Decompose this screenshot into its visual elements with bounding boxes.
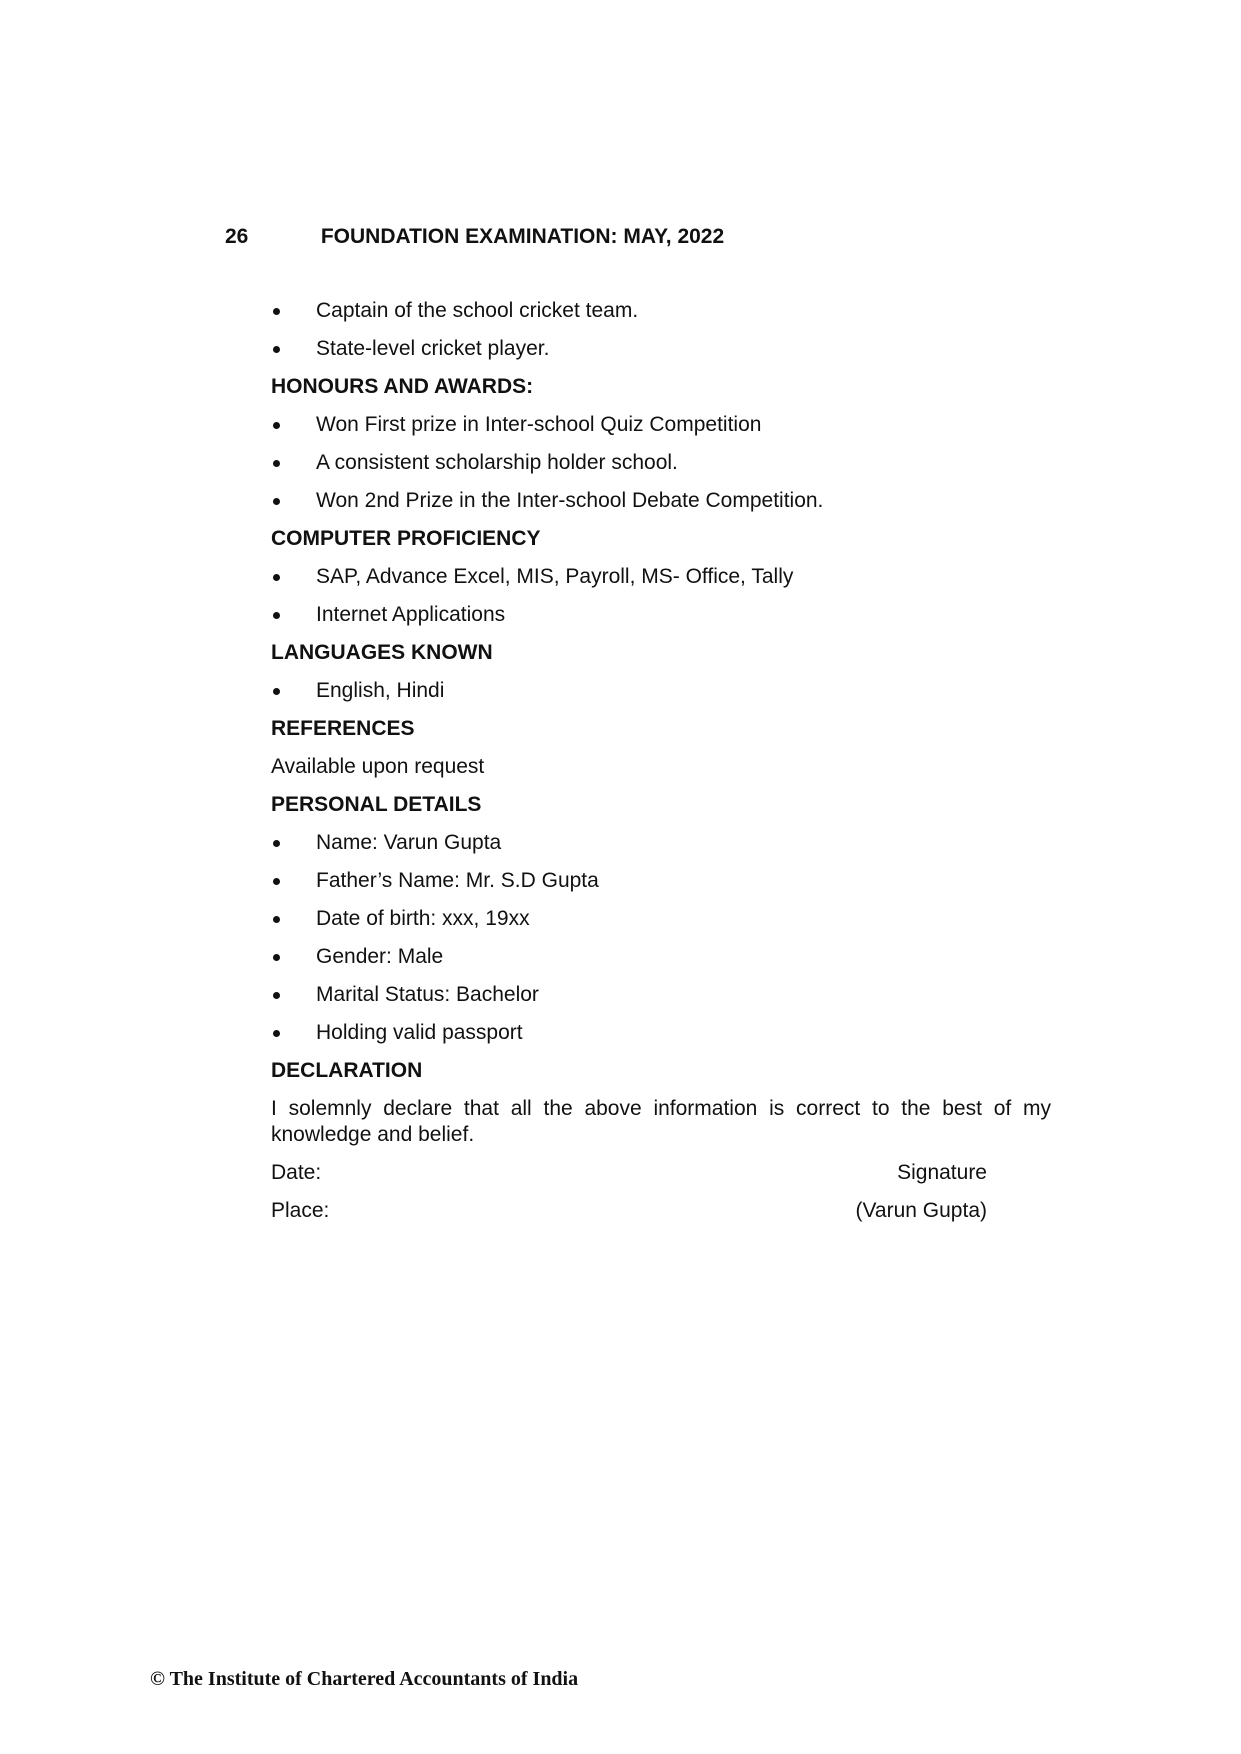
references-text: Available upon request xyxy=(271,755,485,778)
list-item: Internet Applications xyxy=(271,602,1051,628)
list-item: Holding valid passport xyxy=(271,1020,1051,1046)
list-item: Father’s Name: Mr. S.D Gupta xyxy=(271,868,1051,894)
list-item: Gender: Male xyxy=(271,944,1051,970)
languages-heading: LANGUAGES KNOWN xyxy=(271,641,493,664)
page-title: FOUNDATION EXAMINATION: MAY, 2022 xyxy=(320,225,725,248)
list-item: State-level cricket player. xyxy=(271,336,1051,362)
list-item: Won 2nd Prize in the Inter-school Debate Competition. xyxy=(271,488,1051,514)
list-item: English, Hindi xyxy=(271,678,1051,704)
place-signatory-row xyxy=(271,1198,1051,1224)
page-header xyxy=(225,225,820,255)
list-item: Date of birth: xxx, 19xx xyxy=(271,906,1051,932)
place-label: Place: xyxy=(271,1199,330,1222)
date-signature-row xyxy=(271,1160,1051,1186)
declaration-text: I solemnly declare that all the above information is correct to the best of my knowledge and belief. xyxy=(271,1097,1051,1146)
list-item: A consistent scholarship holder school. xyxy=(271,450,1051,476)
list-item: SAP, Advance Excel, MIS, Payroll, MS- Office, Tally xyxy=(271,564,1051,590)
signatory-name: (Varun Gupta) xyxy=(855,1199,987,1222)
references-heading: REFERENCES xyxy=(271,717,415,740)
list-item: Captain of the school cricket team. xyxy=(271,298,1051,324)
declaration-heading: DECLARATION xyxy=(271,1059,423,1082)
honours-list xyxy=(271,412,1051,514)
honours-heading: HONOURS AND AWARDS: xyxy=(271,375,534,398)
page-number: 26 xyxy=(225,225,249,248)
signature-label: Signature xyxy=(897,1161,987,1184)
computer-heading: COMPUTER PROFICIENCY xyxy=(271,527,541,550)
list-item: Won First prize in Inter-school Quiz Competition xyxy=(271,412,1051,438)
resume-content xyxy=(271,298,1051,1236)
sports-list xyxy=(271,298,1051,362)
personal-list xyxy=(271,830,1051,1046)
list-item: Name: Varun Gupta xyxy=(271,830,1051,856)
languages-list xyxy=(271,678,1051,704)
list-item: Marital Status: Bachelor xyxy=(271,982,1051,1008)
personal-heading: PERSONAL DETAILS xyxy=(271,793,482,816)
computer-list xyxy=(271,564,1051,628)
date-label: Date: xyxy=(271,1161,322,1184)
copyright-footer: © The Institute of Chartered Accountants of India xyxy=(150,1668,579,1690)
